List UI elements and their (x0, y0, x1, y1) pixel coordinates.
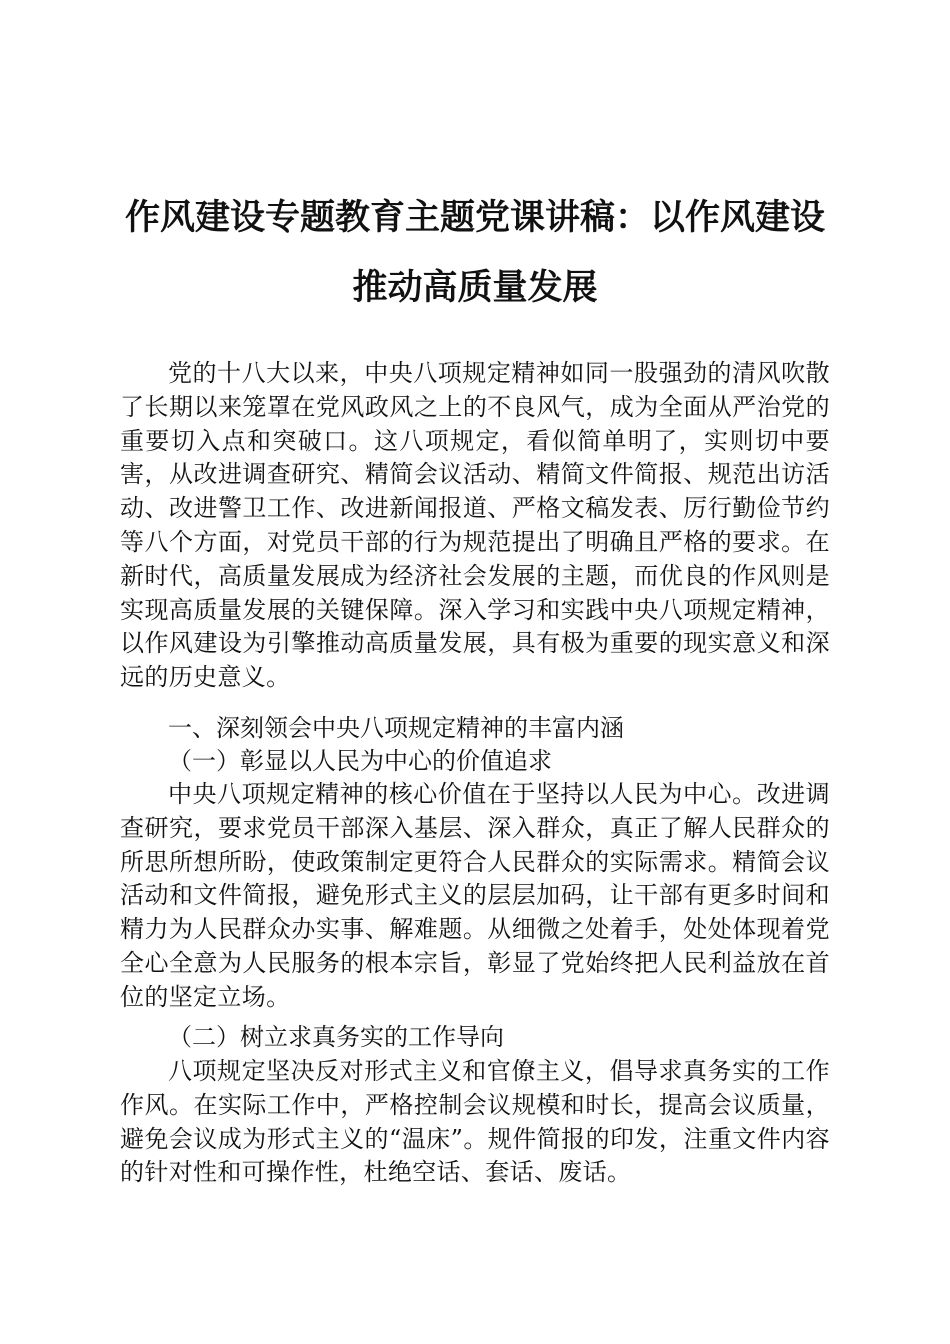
subsection-2-paragraph: 八项规定坚决反对形式主义和官僚主义，倡导求真务实的工作作风。在实际工作中，严格控制会议规模和时长，提高会议质量，避免会议成为形式主义的“温床”。规件简报的印发，注重文件内容的针对性和可操作性，杜绝空话、套话、废话。 (120, 1057, 830, 1187)
document-title-line-2: 推动高质量发展 (352, 268, 598, 308)
subsection-2-heading: （二）树立求真务实的工作导向 (168, 1023, 504, 1051)
intro-paragraph: 党的十八大以来，中央八项规定精神如同一股强劲的清风吹散了长期以来笼罩在党风政风之上的不良风气，成为全面从严治党的重要切入点和突破口。这八项规定，看似简单明了，实则切中要害，从改进调查研究、精简会议活动、精简文件简报、规范出访活动、改进警卫工作、改进新闻报道、严格文稿发表、厉行勤俭节约等八个方面，对党员干部的行为规范提出了明确且严格的要求。在新时代，高质量发展成为经济社会发展的主题，而优良的作风则是实现高质量发展的关键保障。深入学习和实践中央八项规定精神，以作风建设为引擎推动高质量发展，具有极为重要的现实意义和深远的历史意义。 (120, 359, 830, 692)
document-title-line-1: 作风建设专题教育主题党课讲稿：以作风建设 (124, 198, 825, 238)
subsection-1-paragraph: 中央八项规定精神的核心价值在于坚持以人民为中心。改进调查研究，要求党员干部深入基层、深入群众，真正了解人民群众的所思所想所盼，使政策制定更符合人民群众的实际需求。精简会议活动和文件简报，避免形式主义的层层加码，让干部有更多时间和精力为人民群众办实事、解难题。从细微之处着手，处处体现着党全心全意为人民服务的根本宗旨，彰显了党始终把人民利益放在首位的坚定立场。 (120, 780, 830, 1011)
subsection-1-heading: （一）彰显以人民为中心的价值追求 (168, 747, 552, 775)
section-1-heading: 一、深刻领会中央八项规定精神的丰富内涵 (168, 714, 624, 742)
